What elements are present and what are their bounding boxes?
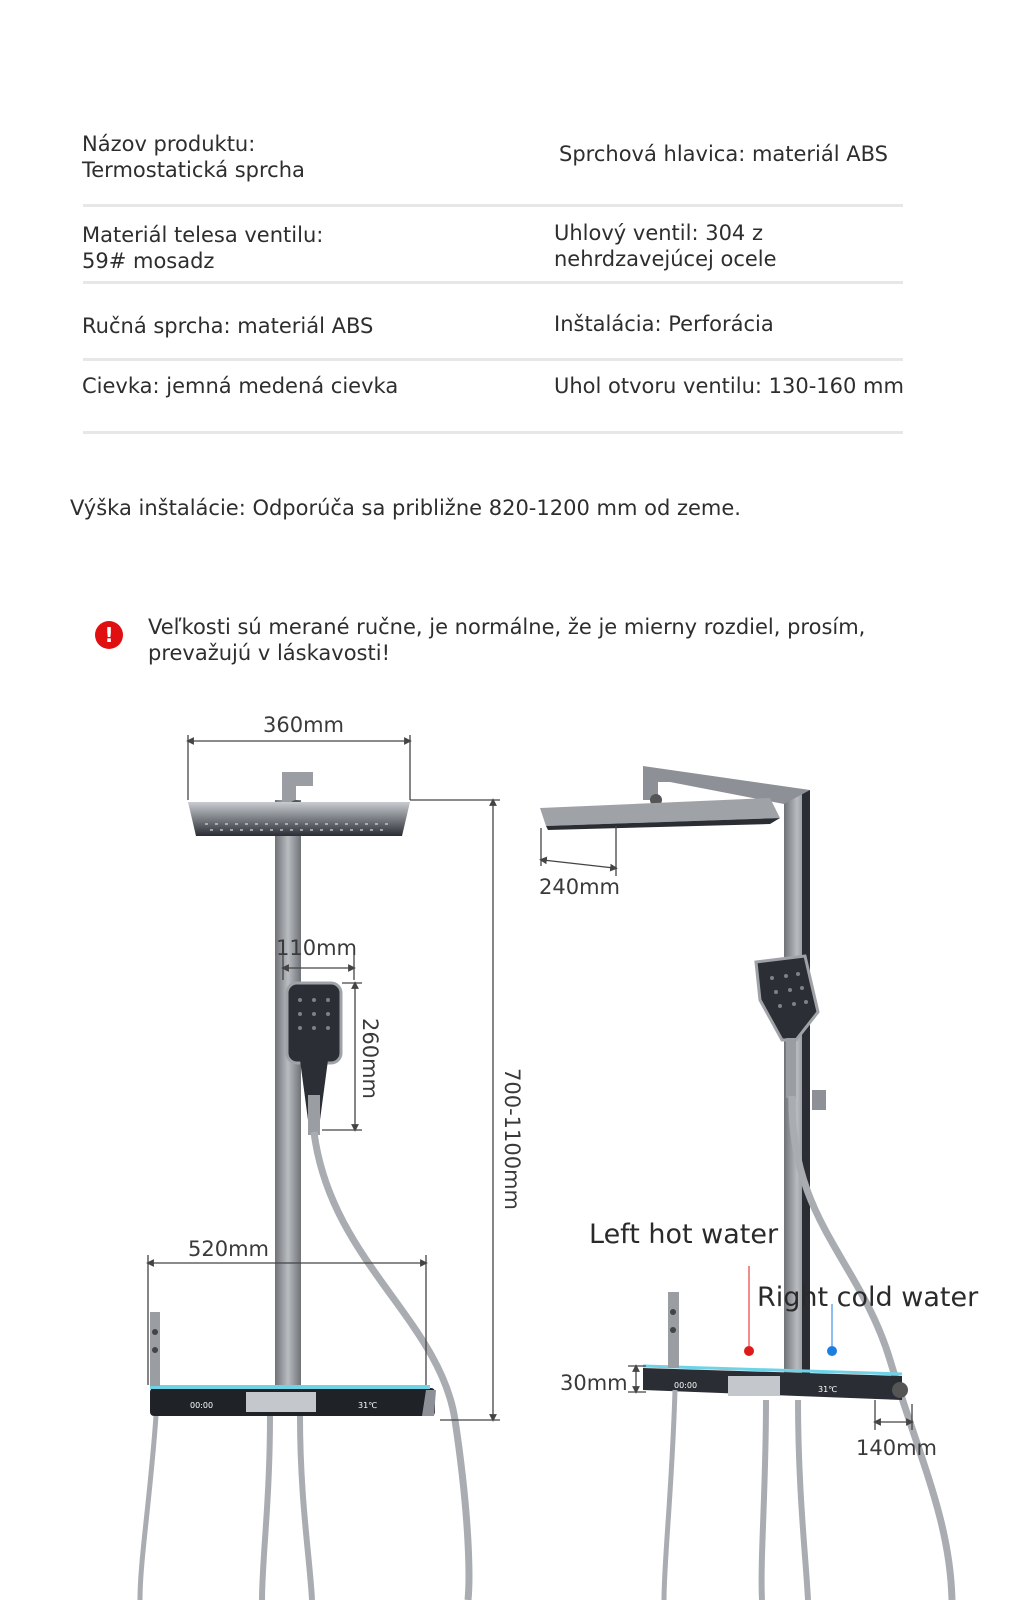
- side-view: [539, 766, 979, 1600]
- exclamation-icon: !: [95, 621, 123, 649]
- dim-head-depth: 240mm: [539, 875, 620, 899]
- dim-shelf-height: 30mm: [560, 1371, 628, 1395]
- front-control-panel: [150, 1385, 436, 1416]
- front-rain-head: [188, 802, 410, 836]
- spec-valve-body: Materiál telesa ventilu: 59# mosadz: [82, 223, 324, 273]
- hot-water-dot: [744, 1346, 754, 1356]
- dim-handheld-height: 260mm: [358, 1018, 382, 1099]
- front-pipe: [275, 800, 301, 1400]
- cold-water-dot: [827, 1346, 837, 1356]
- divider: [83, 431, 903, 434]
- side-display-time: 00:00: [674, 1381, 698, 1390]
- spec-shower-head: Sprchová hlavica: materiál ABS: [559, 142, 889, 166]
- dim-height-range: 700-1100mm: [500, 1068, 524, 1211]
- product-diagram: [0, 700, 1033, 1600]
- divider: [83, 204, 903, 207]
- dim-shelf-depth: 140mm: [856, 1436, 937, 1460]
- divider: [83, 281, 903, 284]
- spec-coil: Cievka: jemná medená cievka: [82, 374, 399, 398]
- front-view: [140, 713, 524, 1600]
- hot-water-label: Left hot water: [589, 1219, 779, 1250]
- front-display-time: 00:00: [190, 1401, 214, 1410]
- measurement-note: Veľkosti sú merané ručne, je normálne, že je mierny rozdiel, prosím, prevažujú v láskavosti!: [148, 615, 866, 665]
- dim-shelf-width: 520mm: [188, 1237, 269, 1261]
- dim-handheld-width: 110mm: [276, 936, 357, 960]
- divider: [83, 358, 903, 361]
- spec-angle-valve: Uhlový ventil: 304 z nehrdzavejúcej ocele: [554, 221, 777, 271]
- front-display-temp: 31℃: [358, 1401, 378, 1410]
- side-display-temp: 31℃: [818, 1385, 838, 1394]
- spec-product-name: Názov produktu: Termostatická sprcha: [82, 132, 305, 182]
- spec-valve-opening: Uhol otvoru ventilu: 130-160 mm: [554, 374, 904, 398]
- dim-width-top: 360mm: [263, 713, 344, 737]
- cold-water-label: Right cold water: [757, 1282, 979, 1313]
- spec-hand-shower: Ručná sprcha: materiál ABS: [82, 314, 374, 338]
- install-height-text: Výška inštalácie: Odporúča sa približne 820-1200 mm od zeme.: [70, 496, 741, 520]
- spec-installation: Inštalácia: Perforácia: [554, 312, 774, 336]
- side-control-panel: [643, 1366, 908, 1400]
